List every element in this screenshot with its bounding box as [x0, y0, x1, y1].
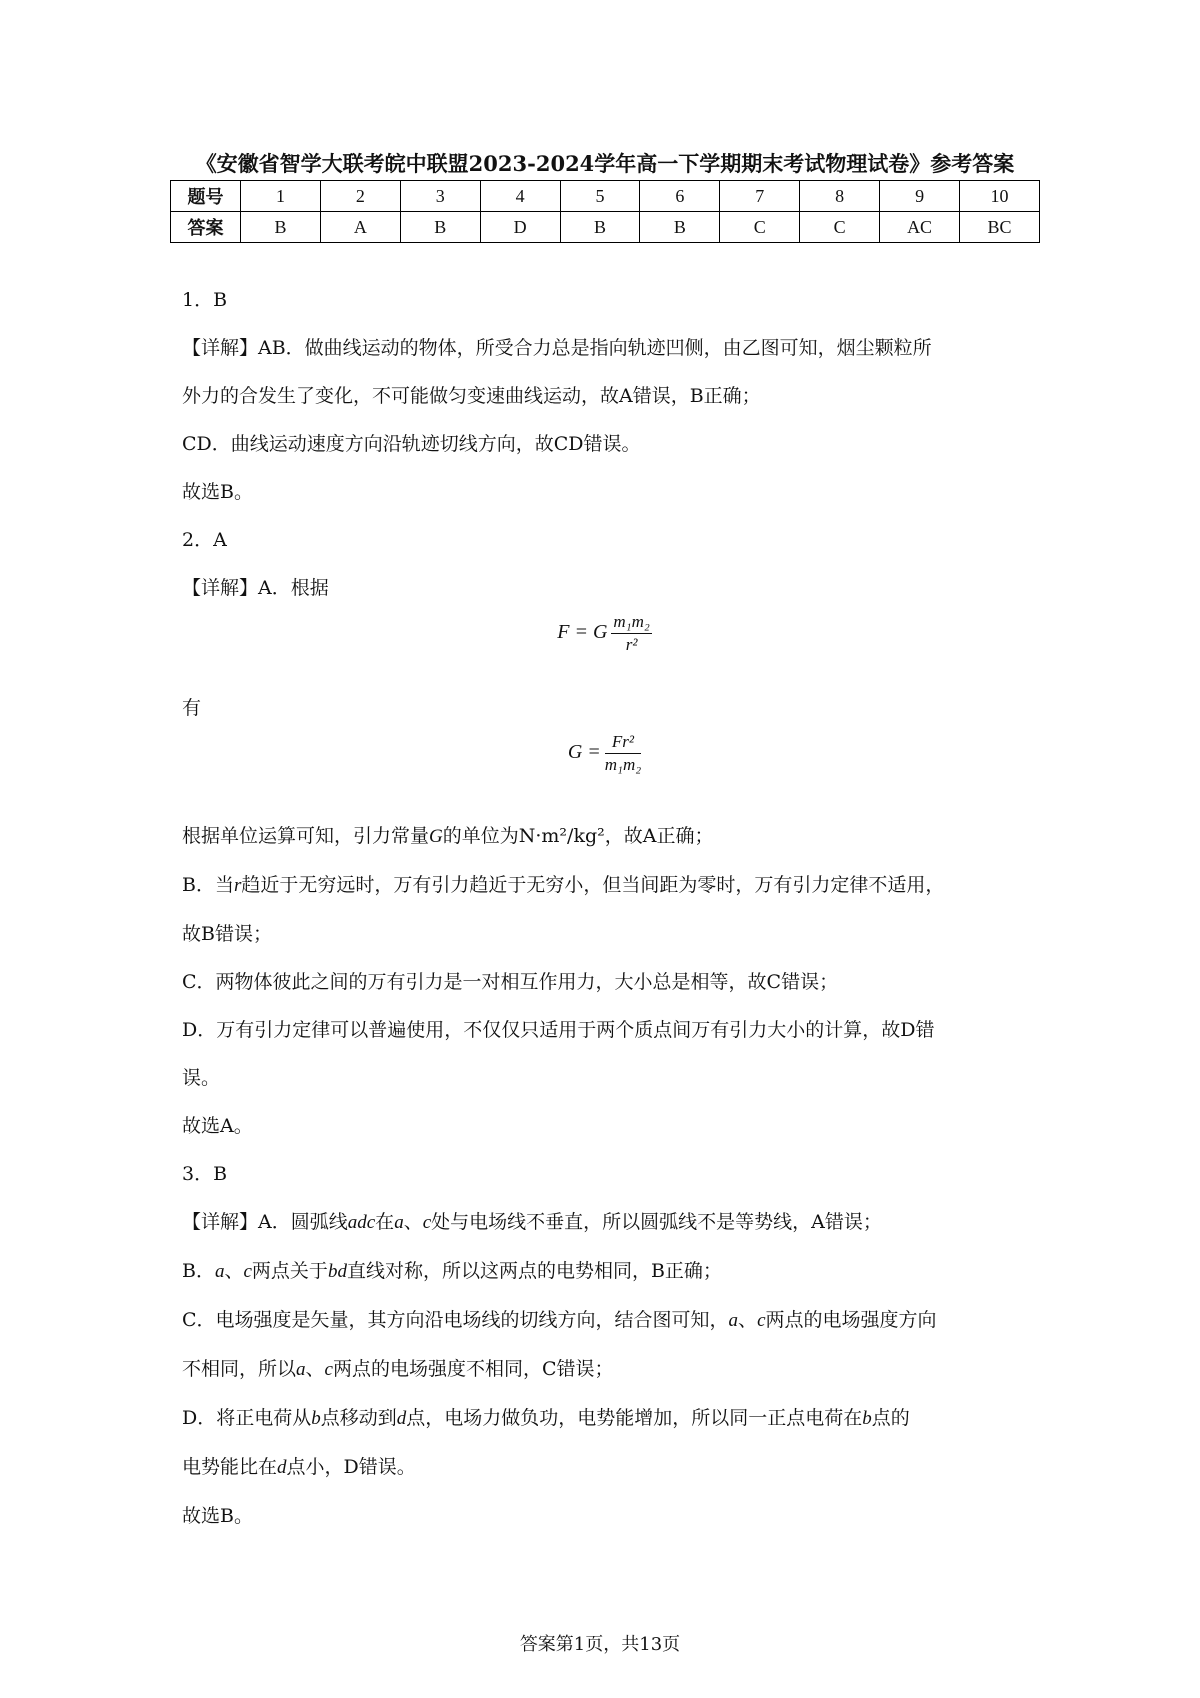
q2-line: C．两物体彼此之间的万有引力是一对相互作用力，大小总是相等，故C错误； [182, 971, 839, 993]
answer-cell: AC [880, 212, 960, 243]
answer-cell: A [320, 212, 400, 243]
text-fragment: 处与电场线不垂直，所以圆弧线不是等势线，A错误； [431, 1211, 882, 1233]
q1-line: 故选B。 [182, 481, 253, 503]
variable: d [277, 1457, 287, 1478]
question-number-cell: 1 [241, 181, 321, 212]
question-number-cell: 3 [400, 181, 480, 212]
variable: d [396, 1408, 407, 1429]
text-fragment: 、 [224, 1260, 244, 1282]
text-fragment: B．当 [182, 874, 234, 896]
q1-line: 外力的合发生了变化，不可能做匀变速曲线运动，故A错误，B正确； [182, 385, 761, 407]
variable: a [728, 1310, 739, 1331]
text-fragment: D．将正电荷从 [182, 1407, 312, 1429]
q3-line [182, 1443, 1027, 1492]
answer-row [171, 212, 1040, 243]
q2-line: 故选A。 [182, 1115, 253, 1137]
q2-line: 误。 [182, 1067, 221, 1089]
document-title: 《安徽省智学大联考皖中联盟2023-2024学年高一下学期期末考试物理试卷》参考答案 [195, 151, 1015, 176]
variable: b [311, 1408, 321, 1429]
text-fragment: 【详解】A．圆弧线 [182, 1211, 348, 1233]
formula-fraction [605, 732, 641, 775]
variable: c [422, 1212, 432, 1233]
text-fragment: 点移动到 [320, 1407, 397, 1429]
page-footer: 答案第1页，共13页 [519, 1634, 681, 1655]
answer-explanations [182, 276, 1027, 1540]
text-fragment: 点的 [871, 1407, 910, 1429]
q1-line: CD．曲线运动速度方向沿轨迹切线方向，故CD错误。 [182, 433, 641, 455]
text-fragment: 电势能比在 [182, 1456, 278, 1478]
formula-denominator: r² [625, 635, 638, 654]
q2-line: 故B错误； [182, 923, 272, 945]
text-fragment: 在 [375, 1211, 395, 1233]
variable: bd [327, 1261, 347, 1282]
text-fragment: 、 [403, 1211, 423, 1233]
variable: r [233, 875, 242, 896]
formula-lhs: G = [567, 741, 601, 764]
text-fragment: 、 [305, 1358, 325, 1380]
variable: c [757, 1310, 766, 1331]
q2-line: 【详解】A．根据 [182, 577, 329, 599]
answer-cell: B [241, 212, 321, 243]
formula-lhs: F = G [557, 621, 608, 644]
variable: adc [347, 1212, 376, 1233]
text-fragment: 两点的电场强度方向 [765, 1309, 937, 1331]
text-fragment: 根据单位运算可知，引力常量 [182, 825, 430, 847]
q2-line: D．万有引力定律可以普遍使用，不仅仅只适用于两个质点间万有引力大小的计算，故D错 [182, 1019, 935, 1041]
q3-line [182, 1345, 1027, 1394]
text-fragment: 点，电场力做负功，电势能增加，所以同一正点电荷在 [406, 1407, 863, 1429]
variable: G [429, 826, 443, 847]
q3-line [182, 1296, 1027, 1345]
q3-line [182, 1247, 1027, 1296]
text-fragment: 点小，D错误。 [286, 1456, 416, 1478]
q2-line: 有 [182, 697, 202, 719]
question-number-cell: 10 [960, 181, 1040, 212]
question-number-cell: 4 [480, 181, 560, 212]
answer-cell: C [800, 212, 880, 243]
text-fragment: 两点关于 [251, 1260, 328, 1282]
answer-cell: D [480, 212, 560, 243]
answer-cell: C [720, 212, 800, 243]
g-constant-formula [182, 732, 1027, 812]
text-fragment: 的单位为N·m²/kg²，故A正确； [442, 825, 714, 847]
row-label-answer: 答案 [171, 212, 241, 243]
formula-numerator: m₁m₂ [611, 612, 651, 634]
q1-line: 【详解】AB．做曲线运动的物体，所受合力总是指向轨迹凹侧，由乙图可知，烟尘颗粒所 [182, 337, 932, 359]
q2-line [182, 812, 1027, 861]
variable: a [214, 1261, 225, 1282]
question-number-cell: 6 [640, 181, 720, 212]
answer-cell: B [640, 212, 720, 243]
text-fragment: 两点的电场强度不相同，C错误； [332, 1358, 614, 1380]
q2-line [182, 861, 1027, 910]
question-number-cell: 7 [720, 181, 800, 212]
question-number-cell: 9 [880, 181, 960, 212]
variable: a [394, 1212, 404, 1233]
variable: a [296, 1359, 306, 1380]
formula-fraction [611, 612, 651, 655]
question-number-cell: 8 [800, 181, 880, 212]
question-number-cell: 2 [320, 181, 400, 212]
text-fragment: B． [182, 1260, 215, 1282]
text-fragment: 不相同，所以 [182, 1358, 297, 1380]
variable: c [243, 1261, 252, 1282]
formula-numerator: Fr² [605, 732, 641, 754]
answer-cell: BC [960, 212, 1040, 243]
text-fragment: 趋近于无穷远时，万有引力趋近于无穷小，但当间距为零时，万有引力定律不适用， [241, 874, 945, 896]
answer-table [170, 180, 1040, 243]
gravitation-formula [182, 612, 1027, 684]
row-label-question: 题号 [171, 181, 241, 212]
q2-heading: 2．A [182, 529, 227, 551]
answer-cell: B [400, 212, 480, 243]
variable: c [324, 1359, 333, 1380]
q3-line [182, 1198, 1027, 1247]
q1-heading: 1．B [182, 289, 228, 311]
text-fragment: 直线对称，所以这两点的电势相同，B正确； [346, 1260, 722, 1282]
q3-heading: 3．B [182, 1163, 228, 1185]
formula-denominator: m₁m₂ [604, 755, 642, 774]
text-fragment: 、 [738, 1309, 758, 1331]
question-number-cell: 5 [560, 181, 640, 212]
q3-line [182, 1394, 1027, 1443]
text-fragment: C．电场强度是矢量，其方向沿电场线的切线方向，结合图可知， [182, 1309, 729, 1331]
q3-line: 故选B。 [182, 1505, 253, 1527]
answer-cell: B [560, 212, 640, 243]
question-number-row [171, 181, 1040, 212]
variable: b [862, 1408, 872, 1429]
